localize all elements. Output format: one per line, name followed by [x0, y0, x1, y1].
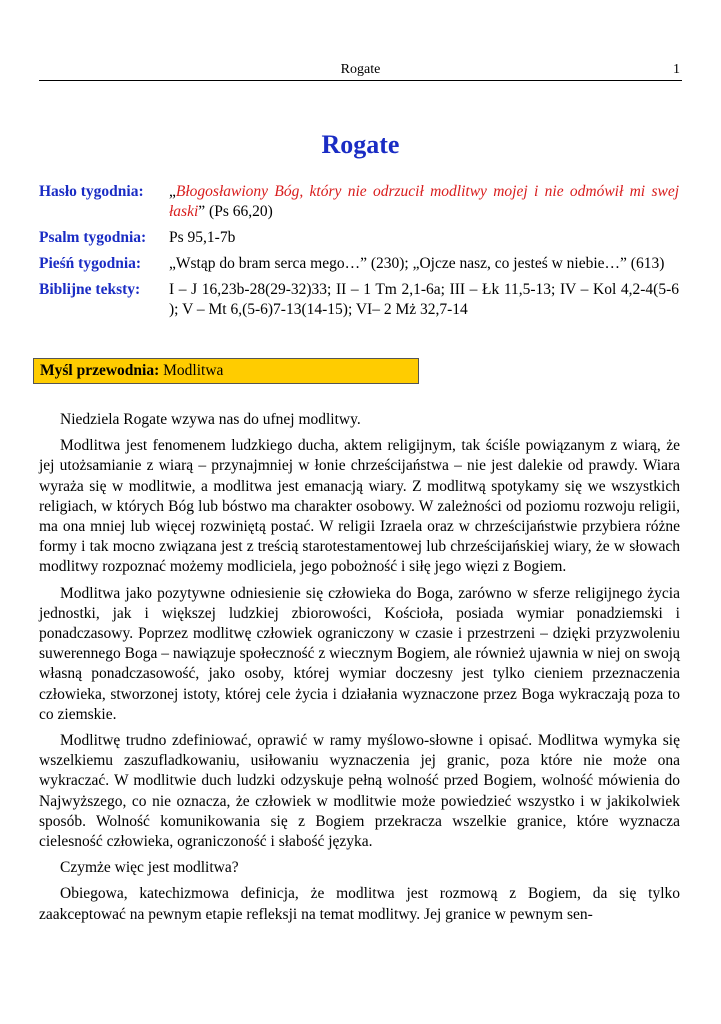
- theme-label: Myśl przewodnia:: [40, 362, 160, 379]
- haslo-value: [169, 182, 679, 222]
- paragraph: Niedziela Rogate wzywa nas do ufnej modlitwy.: [60, 411, 361, 428]
- haslo-quote: Błogosławiony Bóg, który nie odrzucił modlitwy mojej i nie odmówił mi swej łaski: [169, 183, 679, 220]
- week-info: [39, 182, 679, 326]
- theme-value: Modlitwa: [159, 362, 224, 379]
- page-number: 1: [673, 62, 680, 77]
- psalm-label: Psalm tygodnia:: [39, 229, 147, 246]
- psalm-value: Ps 95,1-7b: [169, 229, 236, 246]
- paragraph: Modlitwę trudno zdefiniować, oprawić w ramy myślowo-słowne i opisać. Modlitwa wymyka się wszelkiemu zaszufladkowaniu, usiłowaniu wyznaczenia jej granic, poza które nie może ona wykraczać. W modlitwie duch ludzki odzyskuje pełną wolność przed Bogiem, wolność mówienia do Najwyższego, co nie oznacza, że człowiek w modlitwie może powiedzieć wszystko i w jakikolwiek sposób. Wolność komunikowania się z Bogiem przekracza wszelkie granice, które wyznacza cielesność człowieka, ograniczoność i słabość języka.: [39, 732, 680, 851]
- piesn-label: Pieśń tygodnia:: [39, 255, 142, 272]
- meta-row-teksty: [39, 280, 679, 320]
- teksty-label: Biblijne teksty:: [39, 281, 141, 298]
- meta-row-piesn: [39, 254, 679, 274]
- meta-row-haslo: [39, 182, 679, 222]
- haslo-label: Hasło tygodnia:: [39, 183, 144, 200]
- paragraph: Obiegowa, katechizmowa definicja, że modlitwa jest rozmową z Bogiem, da się tylko zaakceptować na pewnym etapie refleksji na temat modlitwy. Jej granice w pewnym sen-: [39, 885, 680, 923]
- document-title: Rogate: [321, 130, 400, 159]
- paragraph: Czymże więc jest modlitwa?: [60, 859, 239, 877]
- haslo-open-quote: „: [169, 183, 176, 200]
- haslo-reference: ” (Ps 66,20): [198, 203, 273, 220]
- running-header: [39, 62, 682, 81]
- theme-box: [33, 358, 419, 384]
- piesn-value: „Wstąp do bram serca mego…” (230); „Ojcze nasz, co jesteś w niebie…” (613): [169, 255, 665, 272]
- paragraph: Modlitwa jako pozytywne odniesienie się człowieka do Boga, zarówno w sferze religijnego życia jednostki, jak i większej ludzkiej zbiorowości, Kościoła, posiada wymiar ponadziemski i ponadczasowy. Poprzez modlitwę człowiek ograniczony w czasie i przestrzeni – dzięki przyzwoleniu suwerennego Boga – nawiązuje społeczność z wiecznym Bogiem, ale również ujawnia w niej on swoją własną ponadczasowość, jako osoby, której wymiar doczesny jest tylko cieniem przeznaczenia człowieka, stworzonej istoty, której cele życia i działania wyznaczone przez Boga wykraczają poza to co ziemskie.: [39, 584, 680, 723]
- running-title: Rogate: [340, 62, 381, 77]
- paragraph: Modlitwa jest fenomenem ludzkiego ducha, aktem religijnym, tak ściśle powiązanym z wiarą, że jej utożsamianie z wiarą – przynajmniej w łonie chrześcijaństwa – nie jest dalekie od prawdy. Wiara wyraża się w modlitwie, a modlitwa jest emanacją wiary. Z modlitwą spotykamy się we wszystkich religiach, w których Bóg lub bóstwo ma charakter osobowy. W zależności od poziomu rozwoju religii, ma ona mniej lub więcej rozwiniętą postać. W religii Izraela oraz w chrześcijaństwie przybiera różne formy i tak mocno związana jest z treścią starotestamentowej lub chrześcijańskiej wiary, że w słowach modlitwy rozpoznać możemy modliciela, jego pobożność i siłę jego więzi z Bogiem.: [39, 437, 680, 576]
- body-text: [39, 410, 680, 931]
- meta-row-psalm: [39, 228, 679, 248]
- teksty-value: I – J 16,23b-28(29-32)33; II – 1 Tm 2,1-6a; III – Łk 11,5-13; IV – Kol 4,2-4(5-6 ); V – Mt 6,(5-6)7-13(14-15); VI– 2 Mż 32,7-14: [169, 281, 679, 318]
